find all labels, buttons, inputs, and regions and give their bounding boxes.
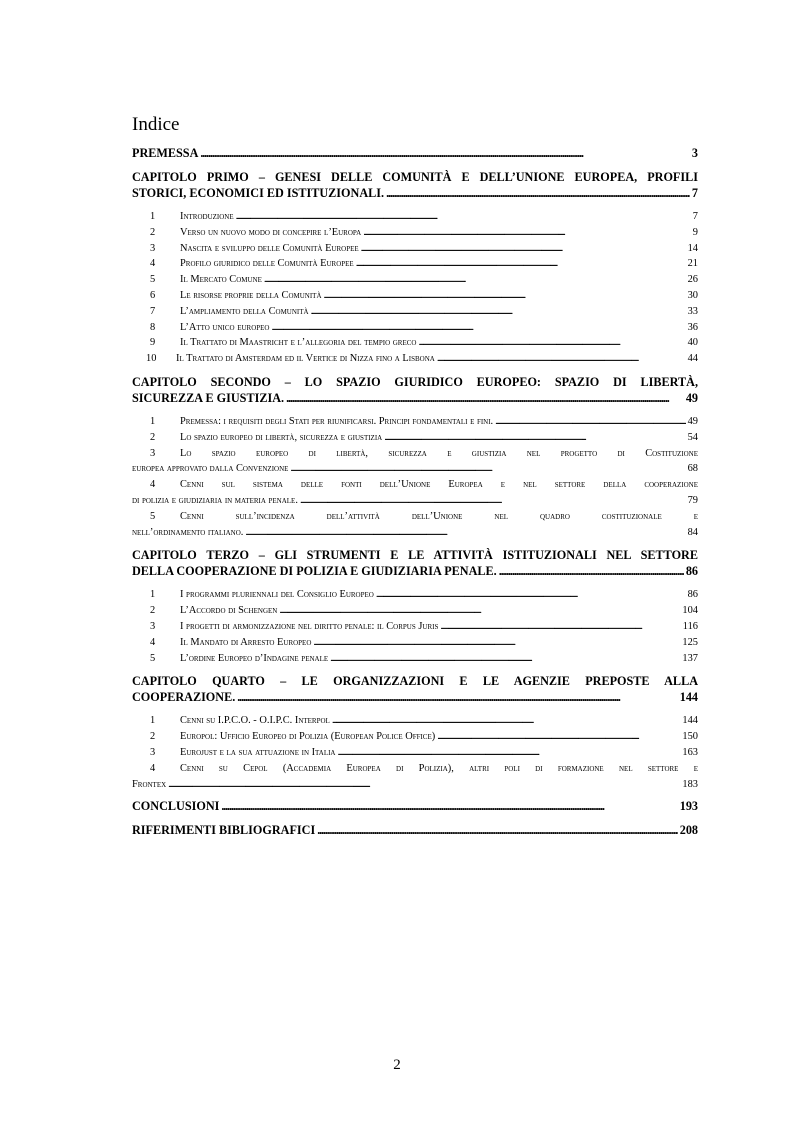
section-number: 6 <box>150 289 156 301</box>
toc-entry-section[interactable] <box>132 587 698 603</box>
dot-leader <box>386 185 690 201</box>
toc-entry-section[interactable] <box>132 509 698 541</box>
section-label: Cenni sul sistema delle fonti dell’Unione Europea e nel settore della cooperazione <box>180 479 698 491</box>
dot-leader <box>221 798 677 814</box>
toc-entry-riferimenti[interactable] <box>132 822 698 838</box>
entry-page: 79 <box>687 494 698 506</box>
section-number: 4 <box>150 479 156 491</box>
section-label: I programmi pluriennali del Consiglio Europeo <box>180 589 374 601</box>
section-number: 1 <box>150 715 156 727</box>
entry-page: 49 <box>687 415 698 427</box>
section-number: 3 <box>150 620 156 632</box>
entry-page: 137 <box>682 652 698 664</box>
section-label: Il Trattato di Amsterdam ed il Vertice di Nizza fino a Lisbona <box>176 353 435 365</box>
entry-page: 116 <box>682 620 698 632</box>
dot-leader <box>279 603 680 619</box>
entry-page: 26 <box>687 274 698 286</box>
section-label: Nascita e sviluppo delle Comunità Europee <box>180 242 359 254</box>
chapters-container <box>132 169 698 792</box>
section-number: 4 <box>150 762 156 774</box>
chapter-title-line1: CAPITOLO PRIMO – GENESI DELLE COMUNITÀ E DELL’UNIONE EUROPEA, PROFILI <box>132 170 698 184</box>
dot-leader <box>356 256 686 272</box>
chapter-title-text: SICUREZZA E GIUSTIZIA. <box>132 390 285 405</box>
dot-leader <box>332 713 681 729</box>
section-number: 3 <box>150 447 156 459</box>
section-number: 3 <box>150 746 156 758</box>
section-label: Lo spazio europeo di libertà, sicurezza e giustizia <box>180 431 383 443</box>
section-label: Eurojust e la sua attuazione in Italia <box>180 746 336 758</box>
dot-leader <box>324 288 686 304</box>
entry-page: 54 <box>687 431 698 443</box>
dot-leader <box>286 390 684 406</box>
toc-entry-section[interactable] <box>132 713 698 729</box>
toc-entry-section[interactable] <box>132 335 698 351</box>
chapter-title-line2 <box>132 689 698 705</box>
toc-entry-section[interactable] <box>132 761 698 793</box>
chapter-title-text: COOPERAZIONE. <box>132 690 236 705</box>
chapter-title-line1: CAPITOLO SECONDO – LO SPAZIO GIURIDICO EUROPEO: SPAZIO DI LIBERTÀ, <box>132 374 698 389</box>
dot-leader <box>236 209 691 225</box>
section-label: Verso un nuovo modo di concepire l’Europa <box>180 226 362 238</box>
entry-page: 36 <box>687 321 698 333</box>
section-line1 <box>150 509 698 525</box>
section-number: 1 <box>150 589 156 601</box>
section-line1 <box>150 446 698 462</box>
section-label: L’Accordo di Schengen <box>180 605 278 617</box>
chapter-title-text: STORICI, ECONOMICI ED ISTITUZIONALI. <box>132 186 385 200</box>
toc-entry-section[interactable] <box>132 209 698 225</box>
entry-page: 144 <box>679 690 698 705</box>
toc-entry-section[interactable] <box>132 320 698 336</box>
section-number: 2 <box>150 431 156 443</box>
section-label-cont: europea approvato dalla Convenzione <box>132 463 289 475</box>
entry-page: 14 <box>687 242 698 254</box>
entry-page: 30 <box>687 289 698 301</box>
dot-leader <box>317 822 678 838</box>
section-number: 10 <box>146 353 157 365</box>
section-number: 5 <box>150 274 156 286</box>
dot-leader <box>168 777 680 793</box>
dot-leader <box>361 241 686 257</box>
section-number: 1 <box>150 415 156 427</box>
section-label: Europol: Ufficio Europeo di Polizia (European Police Office) <box>180 731 436 743</box>
chapter-title-line2 <box>132 185 698 201</box>
page-number: 2 <box>393 1057 401 1073</box>
entry-page: 7 <box>691 186 698 200</box>
table-of-contents <box>132 145 698 838</box>
section-label: Profilo giuridico delle Comunità Europee <box>180 258 354 270</box>
entry-page: 84 <box>687 526 698 538</box>
section-label: L’ampliamento della Comunità <box>180 305 309 317</box>
section-label: Cenni su I.P.C.O. - O.I.P.C. Interpol <box>180 715 330 727</box>
entry-page: 193 <box>679 799 698 814</box>
toc-entry-section[interactable] <box>132 430 698 446</box>
section-number: 2 <box>150 605 156 617</box>
section-label-cont: di polizia e giudiziaria in materia penale. <box>132 494 298 506</box>
section-label: Il Mercato Comune <box>180 274 262 286</box>
section-label-cont: Frontex <box>132 778 167 790</box>
dot-leader <box>440 619 680 635</box>
entry-page: 163 <box>682 746 698 758</box>
section-number: 1 <box>150 211 156 222</box>
dot-leader <box>200 145 690 161</box>
section-number: 8 <box>150 321 156 333</box>
toc-entry-section[interactable] <box>132 619 698 635</box>
section-label: L’ordine Europeo d’Indagine penale <box>180 652 329 664</box>
entry-page: 150 <box>682 731 698 743</box>
toc-entry-section[interactable] <box>132 272 698 288</box>
chapter-title-line1: CAPITOLO QUARTO – LE ORGANIZZAZIONI E LE AGENZIE PREPOSTE ALLA <box>132 674 698 689</box>
section-label: Premessa: i requisiti degli Stati per riunificarsi. Principi fondamentali e fini. <box>180 415 494 427</box>
chapter-title-line2 <box>132 390 698 406</box>
toc-title: Indice <box>132 114 180 135</box>
section-label: Lo spazio europeo di libertà, sicurezza e giustizia nel progetto di Costituzione <box>180 447 698 459</box>
toc-entry-section[interactable] <box>132 635 698 651</box>
entry-page: 21 <box>687 258 698 270</box>
toc-entry-conclusioni[interactable] <box>132 798 698 814</box>
section-number: 2 <box>150 731 156 743</box>
entry-page: 125 <box>682 636 698 648</box>
section-label-cont: nell’ordinamento italiano. <box>132 526 244 538</box>
dot-leader <box>237 689 677 705</box>
entry-page: 40 <box>687 337 698 349</box>
entry-page: 104 <box>682 605 698 617</box>
entry-page: 86 <box>685 564 698 579</box>
section-line2 <box>132 777 698 793</box>
section-line2 <box>132 493 698 509</box>
dot-leader <box>376 587 686 603</box>
toc-entry-premessa[interactable] <box>132 145 698 161</box>
toc-entry-section[interactable] <box>132 729 698 745</box>
dot-leader <box>384 430 685 446</box>
entry-page: 68 <box>687 463 698 475</box>
section-number: 7 <box>150 305 156 317</box>
dot-leader <box>264 272 686 288</box>
entry-page: 208 <box>679 823 698 838</box>
toc-entry-chapter[interactable] <box>132 374 698 406</box>
toc-entry-section[interactable] <box>132 651 698 667</box>
section-number: 5 <box>150 652 156 664</box>
entry-page: 33 <box>687 305 698 317</box>
entry-page: 144 <box>682 715 698 727</box>
section-label: Il Mandato di Arresto Europeo <box>180 636 312 648</box>
section-label: Cenni sull’incidenza dell’attività dell’Unione nel quadro costituzionale e <box>180 510 698 522</box>
toc-entry-section[interactable] <box>132 288 698 304</box>
section-number: 9 <box>150 337 156 349</box>
dot-leader <box>363 225 691 241</box>
toc-entry-section[interactable] <box>132 446 698 478</box>
dot-leader <box>338 745 681 761</box>
toc-entry-section[interactable] <box>132 414 698 430</box>
entry-label: RIFERIMENTI BIBLIOGRAFICI <box>132 823 316 838</box>
dot-leader <box>245 525 685 541</box>
toc-entry-chapter[interactable] <box>132 169 698 201</box>
dot-leader <box>437 351 686 367</box>
section-number: 2 <box>150 226 156 238</box>
toc-entry-section[interactable] <box>132 304 698 320</box>
toc-entry-section[interactable] <box>132 603 698 619</box>
entry-page: 183 <box>682 778 698 790</box>
chapter-title-text: DELLA COOPERAZIONE DI POLIZIA E GIUDIZIARIA PENALE. <box>132 564 497 579</box>
dot-leader <box>495 414 685 430</box>
section-label: Le risorse proprie della Comunità <box>180 289 322 301</box>
section-line2 <box>132 525 698 541</box>
section-label: Introduzione <box>180 211 234 222</box>
section-number: 4 <box>150 258 156 270</box>
entry-label: PREMESSA <box>132 146 199 160</box>
dot-leader <box>311 304 686 320</box>
entry-page: 49 <box>685 390 698 405</box>
entry-page: 86 <box>687 589 698 601</box>
entry-label: CONCLUSIONI <box>132 799 220 814</box>
toc-entry-section[interactable] <box>132 745 698 761</box>
dot-leader <box>437 729 680 745</box>
section-label: I progetti di armonizzazione nel diritto penale: il Corpus Juris <box>180 620 439 632</box>
toc-entry-section[interactable] <box>132 241 698 257</box>
section-line2 <box>132 461 698 477</box>
dot-leader <box>330 651 680 667</box>
entry-page: 44 <box>687 353 698 365</box>
section-label: L’Atto unico europeo <box>180 321 270 333</box>
chapter-title-line2 <box>132 563 698 579</box>
dot-leader <box>499 563 684 579</box>
dot-leader <box>418 335 685 351</box>
section-number: 4 <box>150 636 156 648</box>
dot-leader <box>290 461 685 477</box>
entry-page: 3 <box>691 146 698 160</box>
toc-entry-section[interactable] <box>132 477 698 509</box>
toc-entry-section[interactable] <box>132 225 698 241</box>
dot-leader <box>313 635 680 651</box>
toc-entry-section[interactable] <box>132 256 698 272</box>
chapter-title-line1: CAPITOLO TERZO – GLI STRUMENTI E LE ATTIVITÀ ISTITUZIONALI NEL SETTORE <box>132 548 698 563</box>
entry-page: 7 <box>692 211 698 222</box>
section-label: Il Trattato di Maastricht e l’allegoria del tempio greco <box>180 337 417 349</box>
toc-entry-chapter[interactable] <box>132 547 698 579</box>
section-number: 5 <box>150 510 156 522</box>
toc-entry-section[interactable] <box>132 351 698 367</box>
entry-page: 9 <box>692 226 698 238</box>
section-line1 <box>150 477 698 493</box>
toc-entry-chapter[interactable] <box>132 673 698 705</box>
section-number: 3 <box>150 242 156 254</box>
section-label: Cenni su Cepol (Accademia Europea di Polizia), altri poli di formazione nel settore e <box>180 762 698 774</box>
dot-leader <box>300 493 686 509</box>
section-line1 <box>150 761 698 777</box>
dot-leader <box>271 320 685 336</box>
